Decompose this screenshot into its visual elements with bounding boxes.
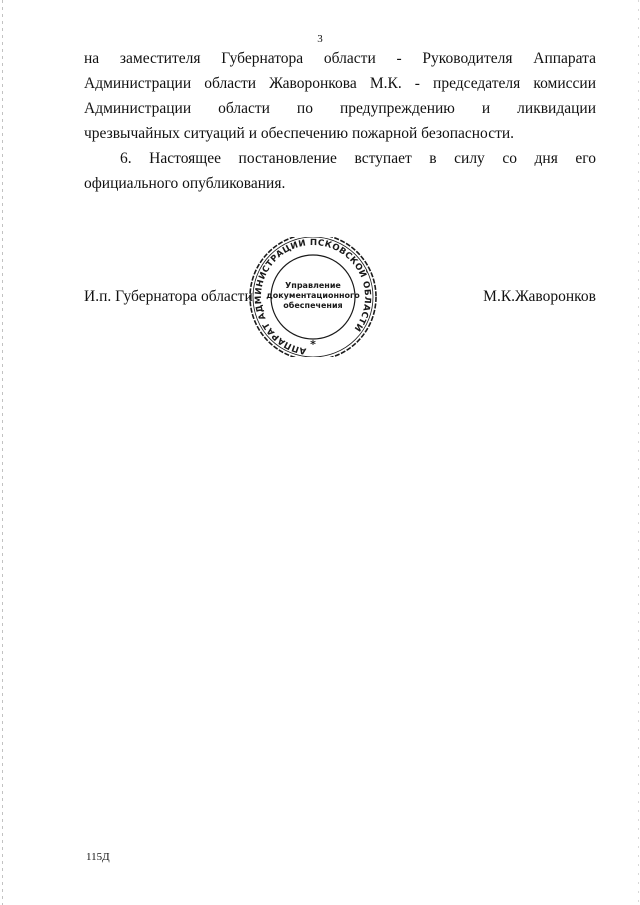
stamp-seal-icon: [243, 237, 383, 357]
paragraph-1-line-2: Администрации области Жаворонкова М.К. - председателя комиссии: [84, 75, 596, 92]
paragraph-1-line-1: на заместителя Губернатора области - Руководителя Аппарата: [84, 50, 596, 67]
paragraph-1-line-4: чрезвычайных ситуаций и обеспечению пожарной безопасности.: [84, 125, 515, 142]
paragraph-2-line-1: 6. Настоящее постановление вступает в силу со дня его: [120, 150, 596, 167]
official-stamp: [243, 237, 383, 357]
scan-edge-right: [638, 0, 639, 905]
svg-text:АППАРАТ АДМИНИСТРАЦИИ ПСКОВСКО: АППАРАТ АДМИНИСТРАЦИИ ПСКОВСКОЙ ОБЛАСТИ: [253, 237, 373, 356]
svg-text:Управление: Управление: [285, 281, 341, 290]
svg-text:обеспечения: обеспечения: [283, 301, 343, 310]
svg-text:документационного: документационного: [266, 291, 360, 300]
signatory-name: М.К.Жаворонков: [483, 288, 596, 305]
page-number: 3: [317, 33, 323, 45]
svg-text:*: *: [310, 338, 316, 351]
scan-edge-left: [2, 0, 3, 905]
body-text: [84, 46, 596, 196]
document-code: 115Д: [86, 851, 110, 863]
signatory-title: И.п. Губернатора области: [84, 288, 253, 305]
paragraph-2-line-2: официального опубликования.: [84, 175, 286, 192]
paragraph-1-line-3: Администрации области по предупреждению и ликвидации: [84, 100, 596, 117]
